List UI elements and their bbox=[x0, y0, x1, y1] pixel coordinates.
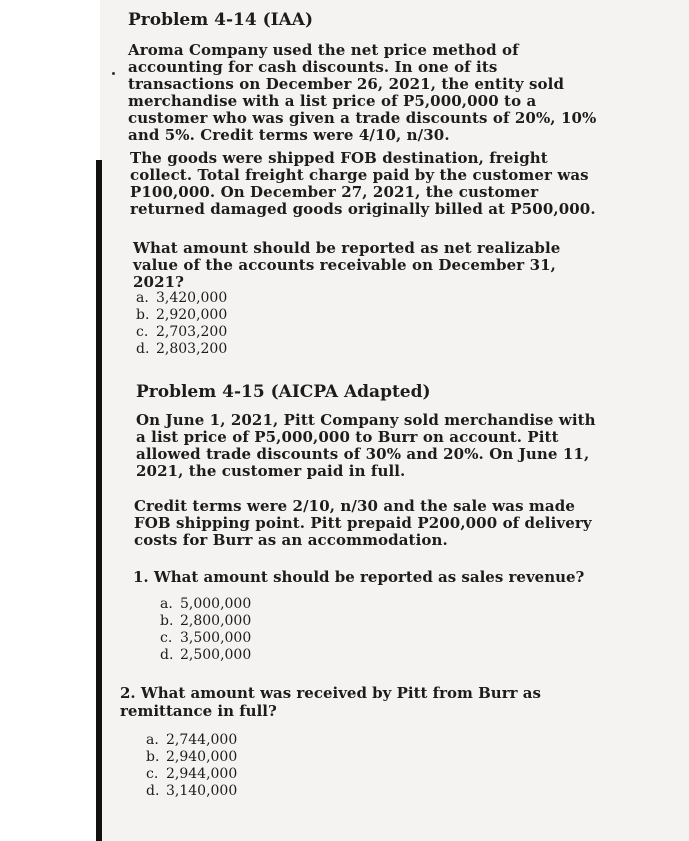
option-c: c. 2,944,000 bbox=[146, 766, 238, 782]
option-b: b. 2,800,000 bbox=[160, 613, 252, 629]
problem-4-14-options bbox=[136, 290, 227, 358]
question-2-number: 2. bbox=[120, 684, 136, 702]
problem-4-14-paragraph-1: Aroma Company used the net price method of accounting for cash discounts. In one of its transactions on December 26, 2021, the entity sold merchandise with a list price of P5,000,000 to a customer who was given a trade discounts of 20%, 10% and 5%. Credit terms were 4/10, n/30. bbox=[128, 41, 597, 144]
question-1-options bbox=[160, 596, 251, 664]
question-2-text: What amount was received by Pitt from Burr as remittance in full? bbox=[120, 684, 541, 720]
option-a: a. 3,420,000 bbox=[136, 290, 228, 306]
problem-4-15-title: Problem 4-15 (AICPA Adapted) bbox=[136, 382, 431, 402]
option-d: d. 2,500,000 bbox=[160, 647, 252, 663]
question-1-text: What amount should be reported as sales revenue? bbox=[153, 568, 585, 586]
question-1-number: 1. bbox=[133, 568, 149, 586]
page-mark bbox=[112, 72, 115, 75]
option-a: a. 5,000,000 bbox=[160, 596, 252, 612]
option-a: a. 2,744,000 bbox=[146, 732, 238, 748]
problem-4-14-title: Problem 4-14 (IAA) bbox=[128, 10, 314, 30]
question-2-options bbox=[146, 732, 237, 800]
problem-4-14-paragraph-2: The goods were shipped FOB destination, freight collect. Total freight charge paid by the customer was P100,000. On December 27, 2021, the customer returned damaged goods originally billed at P500,000. bbox=[130, 149, 596, 218]
option-b: b. 2,940,000 bbox=[146, 749, 238, 765]
question-2 bbox=[120, 684, 596, 720]
problem-4-15-paragraph-1: On June 1, 2021, Pitt Company sold merchandise with a list price of P5,000,000 to Burr on account. Pitt allowed trade discounts of 30% and 20%. On June 11, 2021, the customer paid in full. bbox=[136, 411, 596, 480]
problem-4-15-paragraph-2: Credit terms were 2/10, n/30 and the sale was made FOB shipping point. Pitt prepaid P200,000 of delivery costs for Burr as an accommodation. bbox=[134, 497, 592, 549]
option-c: c. 2,703,200 bbox=[136, 324, 228, 340]
problem-4-14-question: What amount should be reported as net realizable value of the accounts receivable on December 31, 2021? bbox=[133, 239, 561, 291]
option-c: c. 3,500,000 bbox=[160, 630, 252, 646]
option-b: b. 2,920,000 bbox=[136, 307, 228, 323]
book-spine-shadow bbox=[96, 160, 102, 841]
question-1 bbox=[133, 568, 593, 586]
option-d: d. 2,803,200 bbox=[136, 341, 228, 357]
option-d: d. 3,140,000 bbox=[146, 783, 238, 799]
